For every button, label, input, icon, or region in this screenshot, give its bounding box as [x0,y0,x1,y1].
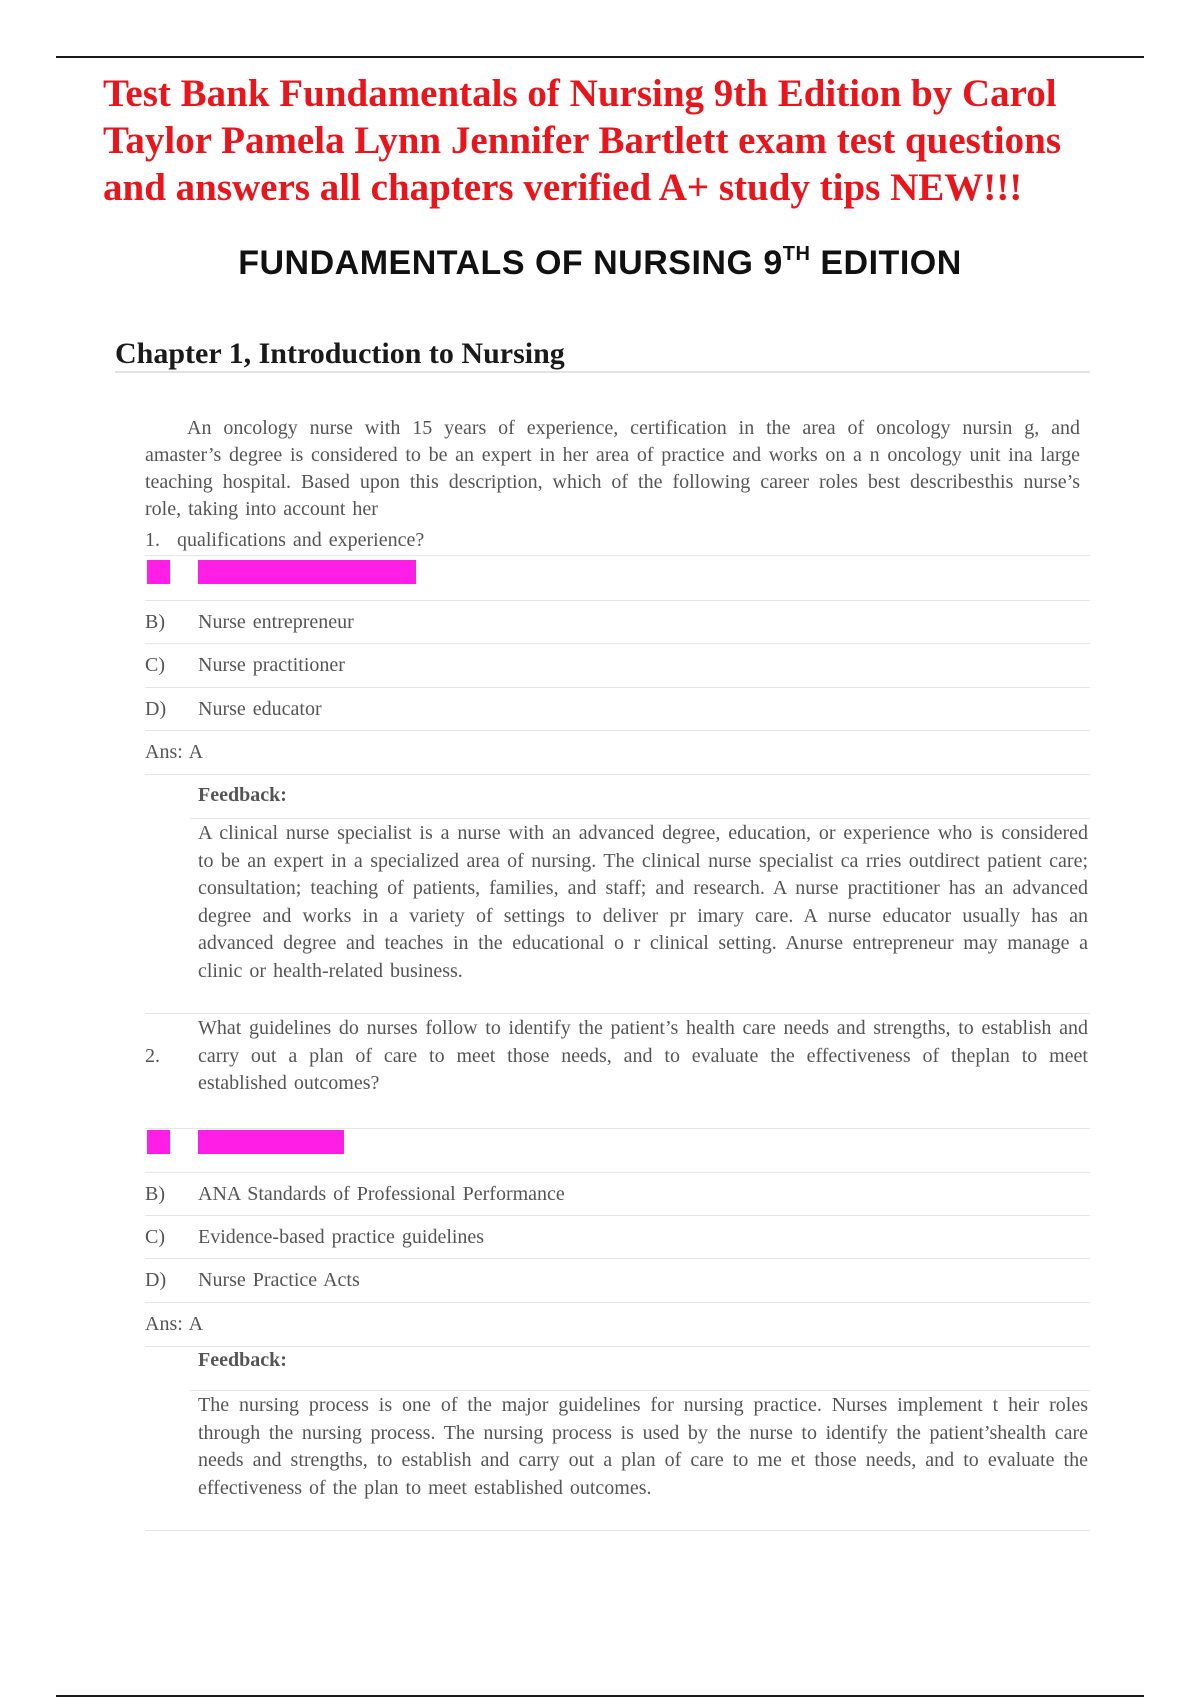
question-2-answer: Ans: A [145,1302,1090,1346]
option-letter: C) [145,654,165,676]
document-title: Test Bank Fundamentals of Nursing 9th Edition by Carol Taylor Pamela Lynn Jennifer Bartlett exam test questions and answers all chapters verified A+ study tips NEW!!! [103,72,1061,209]
option-text: ANA Standards of Professional Performance [198,1183,565,1205]
question-2-option-d [145,1258,1090,1302]
option-a-letter-highlight [147,560,170,584]
question-2-option-a [145,1128,1090,1172]
question-2-feedback-label: Feedback: [198,1349,287,1371]
question-1-answer: Ans: A [145,730,1090,774]
question-2-stem: What guidelines do nurses follow to identify the patient’s health care needs and strengths, to establish and carry out a plan of care to meet those needs, and to evaluate the effectiveness of theplan to meet established outcomes? [198,1017,1088,1094]
chapter-rule [115,371,1090,373]
question-2-number: 2. [145,1045,160,1067]
divider [145,1013,1090,1014]
option-a-text-highlight [198,1130,344,1154]
option-a-letter-highlight [147,1130,170,1154]
question-1-option-a [145,555,1090,599]
divider [190,818,1090,819]
divider [145,1530,1090,1531]
question-2-feedback-text: The nursing process is one of the major guidelines for nursing practice. Nurses implement t heir roles through the nursing process. The nursing process is used by the nurse to identify the patient’shealth care needs and strengths, to establish and carry out a plan of care to me et those needs, and to evaluate the effectiveness of the plan to meet established outcomes. [198,1394,1088,1499]
question-1-option-c [145,643,1090,687]
option-text: Nurse practitioner [198,654,345,676]
option-letter: D) [145,698,167,720]
option-text: Nurse entrepreneur [198,611,354,633]
edition-heading-tail: EDITION [810,244,962,282]
question-1-feedback-label: Feedback: [198,784,287,806]
question-2-option-b [145,1172,1090,1216]
top-rule [56,56,1144,58]
option-a-text-highlight [198,560,416,584]
question-1-number: 1. [145,529,160,551]
question-1-option-d [145,687,1090,731]
option-letter: C) [145,1226,165,1248]
divider [145,1346,1090,1347]
option-text: Nurse Practice Acts [198,1269,360,1291]
question-1-option-b [145,600,1090,644]
question-2-option-c [145,1215,1090,1259]
edition-heading-sup: TH [782,243,811,265]
option-letter: B) [145,611,165,633]
question-1-stem-last: 1. qualifications and experience? [145,529,425,551]
edition-heading [0,243,1200,283]
bottom-rule [56,1695,1144,1697]
option-text: Evidence-based practice guidelines [198,1226,485,1248]
edition-heading-text: FUNDAMENTALS OF NURSING 9 [238,244,783,282]
chapter-heading: Chapter 1, Introduction to Nursing [115,337,565,370]
option-letter: D) [145,1269,167,1291]
question-1-feedback-text: A clinical nurse specialist is a nurse with an advanced degree, education, or experience who is considered to be an expert in a specialized area of nursing. The clinical nurse specialist ca rries outdirect patient care; consultation; teaching of patients, families, and staff; and research. A nurse practitioner has an advanced degree and works in a variety of settings to deliver pr imary care. A nurse educator usually has an advanced degree and teaches in the educational o r clinical setting. Anurse entrepreneur may manage a clinic or health-related business. [198,822,1088,982]
option-text: Nurse educator [198,698,322,720]
question-1-stem: An oncology nurse with 15 years of experience, certification in the area of oncology nursin g, and amaster’s degree is considered to be an expert in her area of practice and works on a n oncology unit ina large teaching hospital. Based upon this description, which of the following career roles best describesthis nurse’s role, taking into account her [145,417,1080,520]
divider [145,774,1090,775]
option-letter: B) [145,1183,165,1205]
divider [190,1390,1090,1391]
